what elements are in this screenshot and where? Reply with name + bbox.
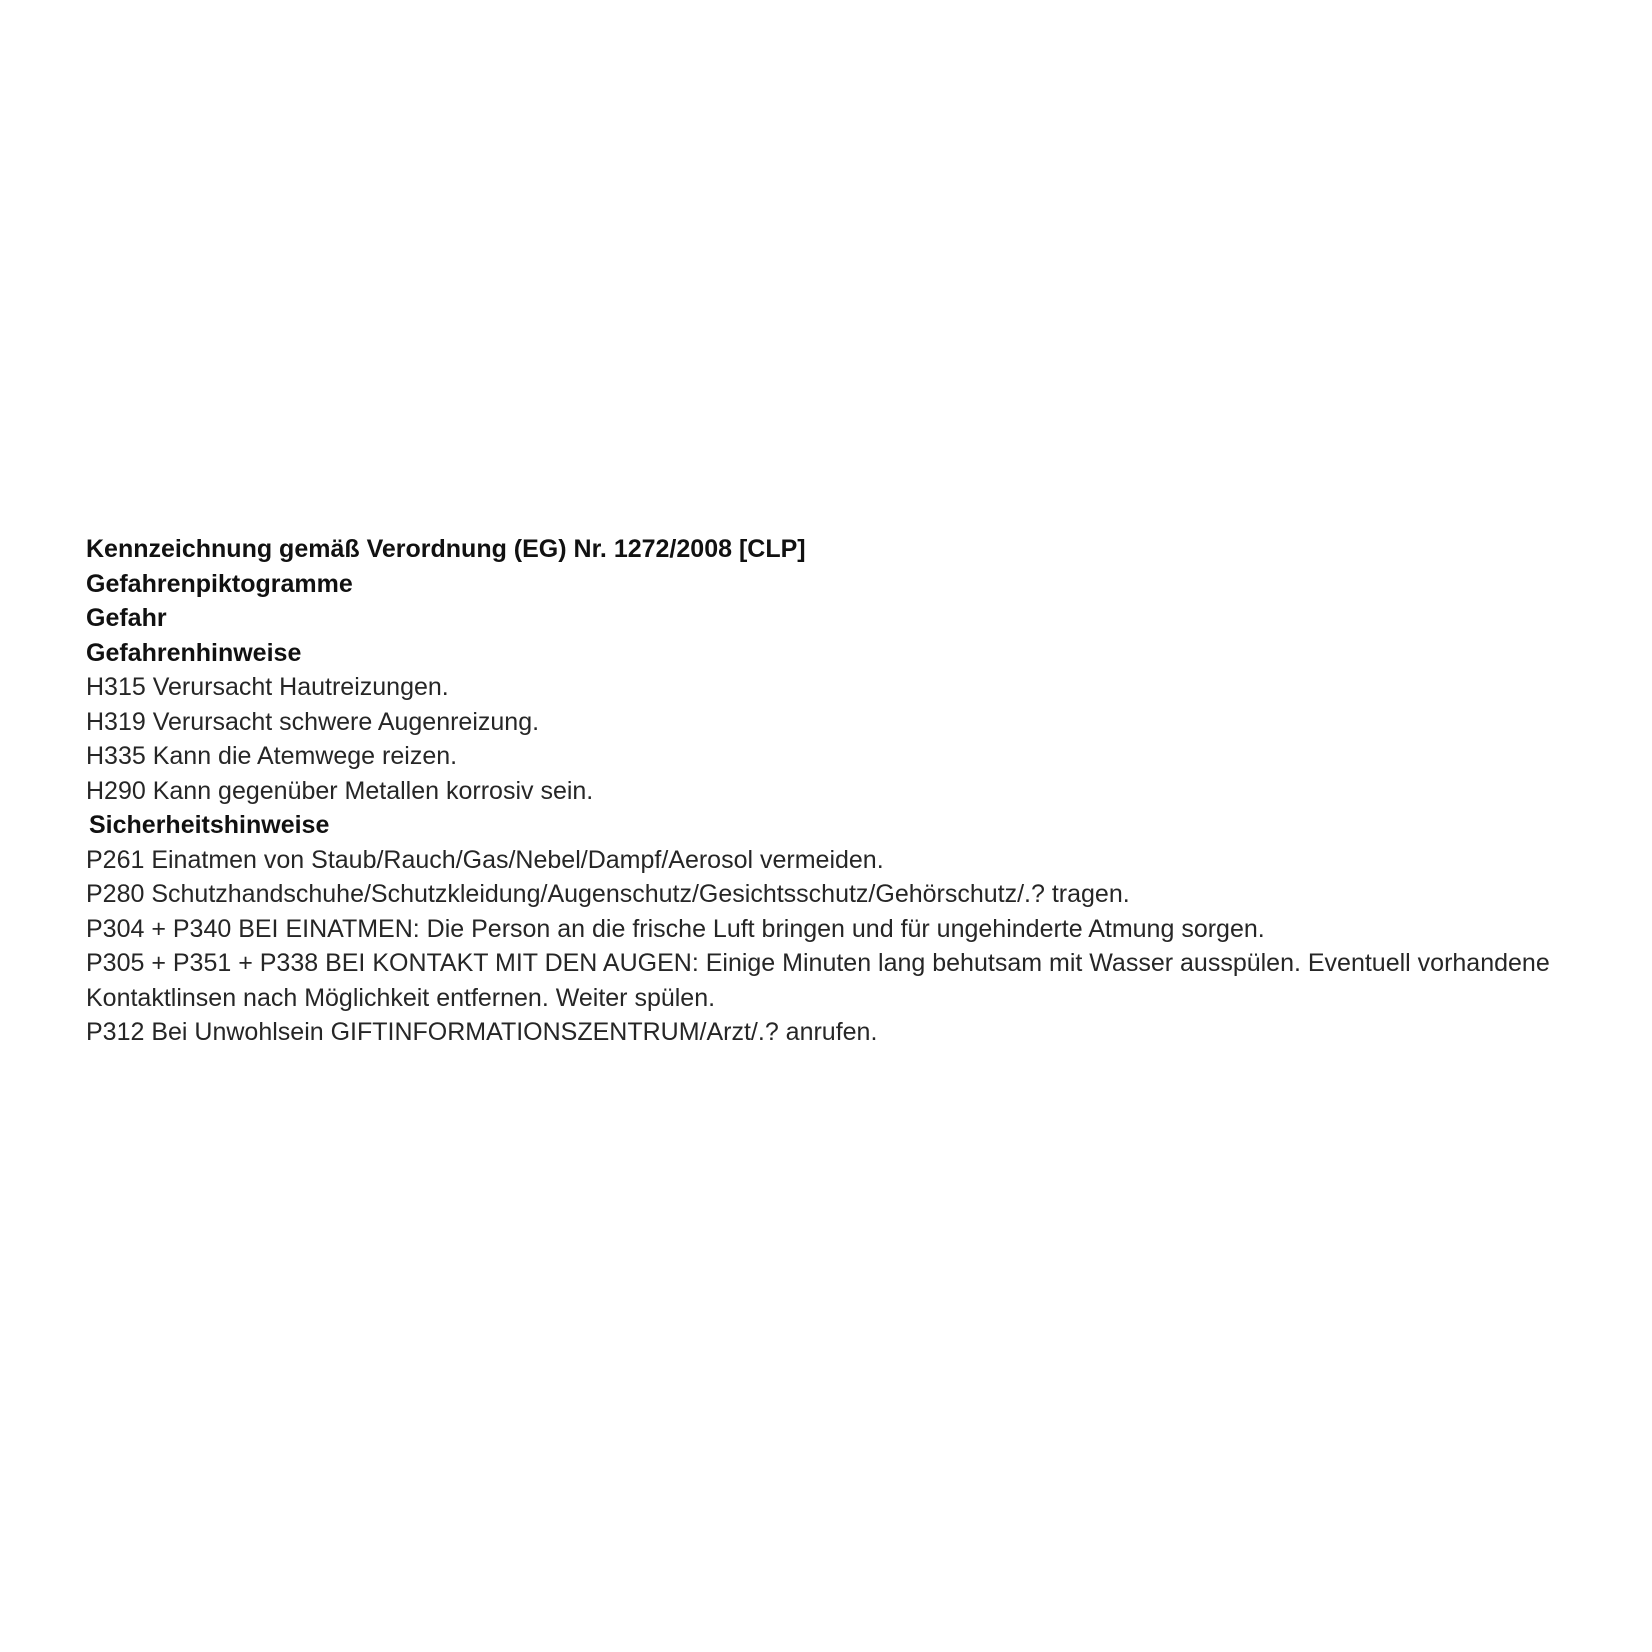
hazard-statement: H319 Verursacht schwere Augenreizung. (86, 707, 540, 736)
hazard-statement: H315 Verursacht Hautreizungen. (86, 673, 449, 701)
hazard-statements-heading: Gefahrenhinweise (86, 638, 302, 667)
hazard-statement: H335 Kann die Atemwege reizen. (86, 742, 458, 770)
hazard-statements-list (86, 670, 1606, 808)
precautionary-statement: P305 + P351 + P338 BEI KONTAKT MIT DEN AUGEN: Einige Minuten lang behutsam mit Wasser ausspülen. Eventuell vorhandene Kontaktlinsen nach Möglichkeit entfernen. Weiter spülen. (86, 949, 1550, 1012)
clp-labelling-section (86, 532, 1606, 1050)
precautionary-statements-heading: Sicherheitshinweise (89, 811, 330, 839)
section-title: Kennzeichnung gemäß Verordnung (EG) Nr. 1272/2008 [CLP] (86, 535, 806, 563)
precautionary-statement: P280 Schutzhandschuhe/Schutzkleidung/Augenschutz/Gesichtsschutz/Gehörschutz/.? tragen. (86, 880, 1130, 908)
signal-word: Gefahr (86, 604, 167, 632)
precautionary-statement: P261 Einatmen von Staub/Rauch/Gas/Nebel/Dampf/Aerosol vermeiden. (86, 845, 884, 874)
hazard-statement: H290 Kann gegenüber Metallen korrosiv sein. (86, 776, 594, 805)
precautionary-statements-list (86, 843, 1606, 1050)
precautionary-statement: P312 Bei Unwohlsein GIFTINFORMATIONSZENTRUM/Arzt/.? anrufen. (86, 1018, 878, 1046)
precautionary-statement: P304 + P340 BEI EINATMEN: Die Person an die frische Luft bringen und für ungehinderte Atmung sorgen. (86, 914, 1265, 943)
pictograms-heading: Gefahrenpiktogramme (86, 569, 353, 598)
